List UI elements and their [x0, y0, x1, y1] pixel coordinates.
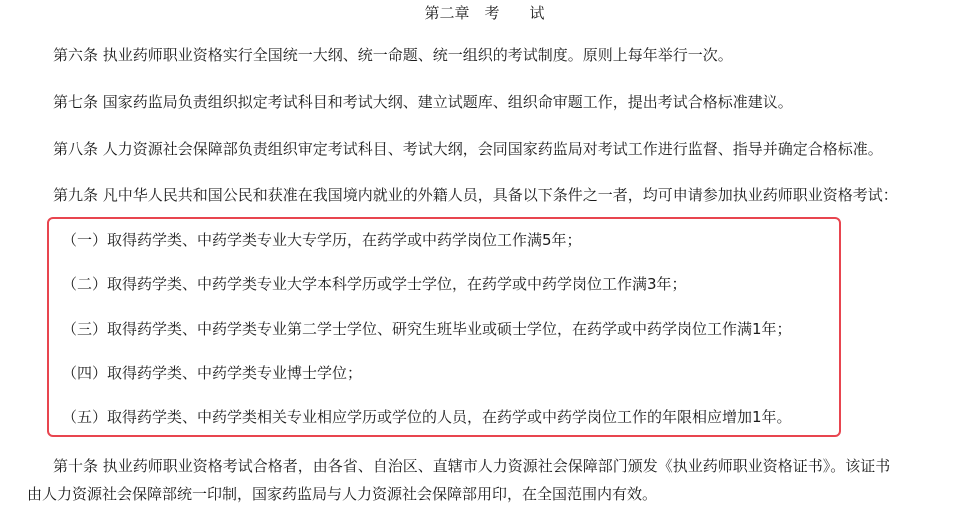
condition-item-4: （四）取得药学类、中药学类专业博士学位；	[62, 364, 363, 382]
condition-item-3: （三）取得药学类、中药学类专业第二学士学位、研究生班毕业或硕士学位，在药学或中药学岗位工作满1年；	[62, 320, 792, 338]
article-8: 第八条 人力资源社会保障部负责组织审定考试科目、考试大纲，会同国家药监局对考试工作进行监督、指导并确定合格标准。	[53, 140, 883, 158]
condition-item-2: （二）取得药学类、中药学类专业大学本科学历或学士学位，在药学或中药学岗位工作满3年；	[62, 275, 687, 293]
condition-item-1: （一）取得药学类、中药学类专业大专学历，在药学或中药学岗位工作满5年；	[62, 231, 582, 249]
condition-item-5: （五）取得药学类、中药学类相关专业相应学历或学位的人员，在药学或中药学岗位工作的年限相应增加1年。	[62, 408, 792, 426]
chapter-title: 第二章 考 试	[424, 4, 545, 22]
article-10-line-2: 由人力资源社会保障部统一印制，国家药监局与人力资源社会保障部用印，在全国范围内有效。	[27, 485, 658, 503]
article-6: 第六条 执业药师职业资格实行全国统一大纲、统一命题、统一组织的考试制度。原则上每年举行一次。	[53, 46, 733, 64]
article-10-line-1: 第十条 执业药师职业资格考试合格者，由各省、自治区、直辖市人力资源社会保障部门颁发《执业药师职业资格证书》。该证书	[53, 457, 891, 475]
article-9: 第九条 凡中华人民共和国公民和获准在我国境内就业的外籍人员，具备以下条件之一者，均可申请参加执业药师职业资格考试：	[53, 186, 898, 204]
article-7: 第七条 国家药监局负责组织拟定考试科目和考试大纲、建立试题库、组织命审题工作，提出考试合格标准建议。	[53, 93, 793, 111]
